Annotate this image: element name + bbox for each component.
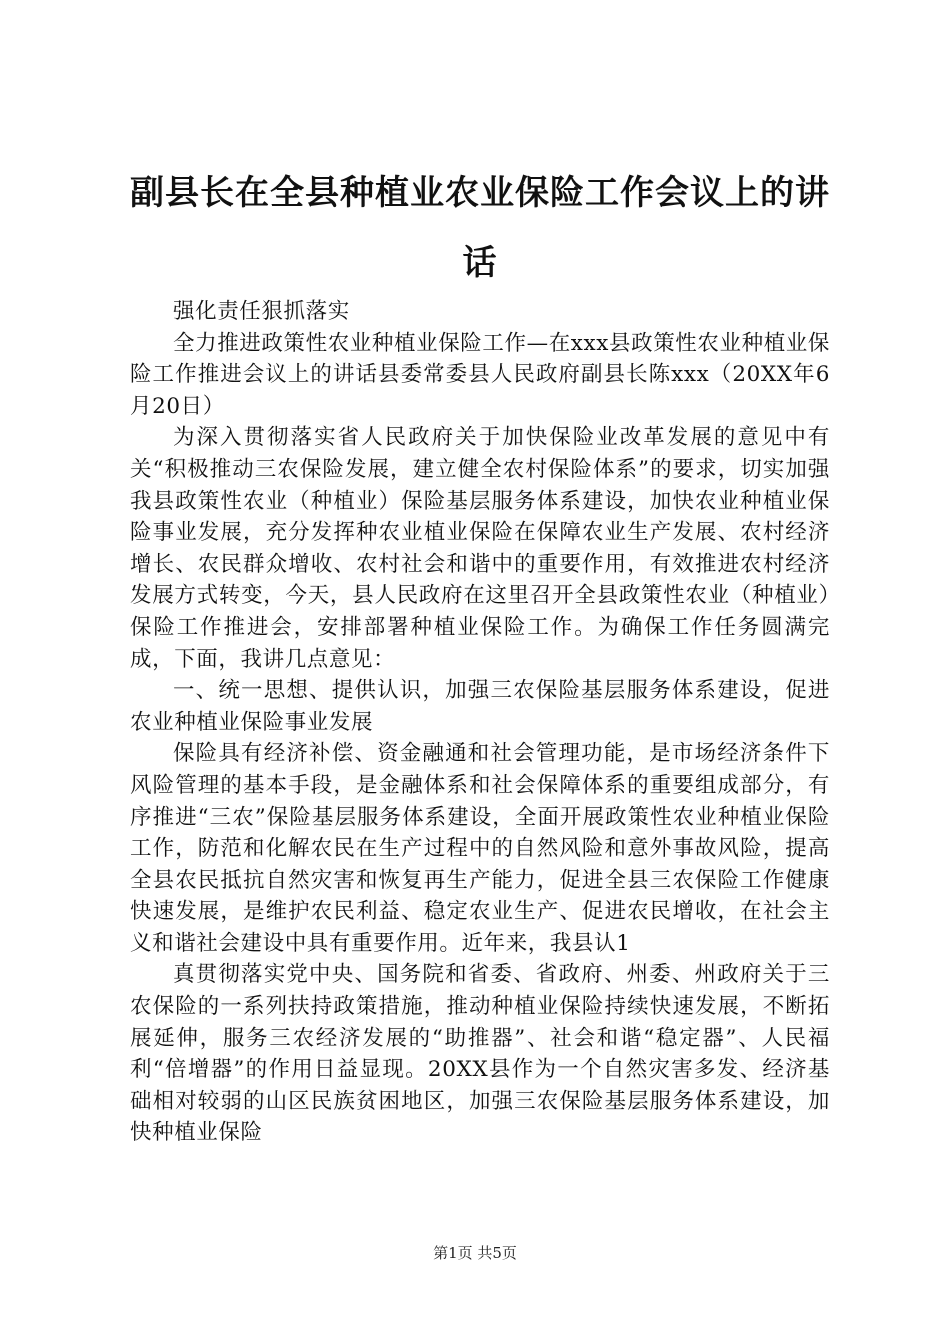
page-number-footer: 第1页 共5页 bbox=[433, 1244, 517, 1262]
paragraph: 为深入贯彻落实省人民政府关于加快保险业改革发展的意见中有关“积极推动三农保险发展，建立健全农村保险体系”的要求，切实加强我县政策性农业（种植业）保险基层服务体系建设，加快农业种植业保险事业发展，充分发挥种农业植业保险在保障农业生产发展、农村经济增长、农民群众增收、农村社会和谐中的重要作用，有效推进农村经济发展方式转变，今天，县人民政府在这里召开全县政策性农业（种植业）保险工作推进会，安排部署种植业保险工作。为确保工作任务圆满完成，下面，我讲几点意见： bbox=[130, 425, 830, 672]
paragraph: 强化责任狠抓落实 bbox=[173, 299, 350, 324]
document-title: 副县长在全县种植业农业保险工作会议上的讲话 bbox=[130, 173, 830, 283]
paragraph: 保险具有经济补偿、资金融通和社会管理功能，是市场经济条件下风险管理的基本手段，是金融体系和社会保障体系的重要组成部分，有序推进“三农”保险基层服务体系建设，全面开展政策性农业种植业保险工作，防范和化解农民在生产过程中的自然风险和意外事故风险，提高全县农民抵抗自然灾害和恢复再生产能力，促进全县三农保险工作健康快速发展，是维护农民利益、稳定农业生产、促进农民增收，在社会主义和谐社会建设中具有重要作用。近年来，我县认1 bbox=[130, 741, 830, 956]
document-body bbox=[130, 296, 830, 1149]
paragraph: 全力推进政策性农业种植业保险工作—在xxx县政策性农业种植业保险工作推进会议上的讲话县委常委县人民政府副县长陈xxx（20XX年6月20日） bbox=[130, 330, 830, 419]
paragraph: 真贯彻落实党中央、国务院和省委、省政府、州委、州政府关于三农保险的一系列扶持政策措施，推动种植业保险持续快速发展，不断拓展延伸，服务三农经济发展的“助推器”、社会和谐“稳定器”、人民福利“倍增器”的作用日益显现。20XX县作为一个自然灾害多发、经济基础相对较弱的山区民族贫困地区，加强三农保险基层服务体系建设，加快种植业保险 bbox=[130, 962, 830, 1146]
section-heading: 一、统一思想、提供认识，加强三农保险基层服务体系建设，促进农业种植业保险事业发展 bbox=[130, 678, 830, 735]
